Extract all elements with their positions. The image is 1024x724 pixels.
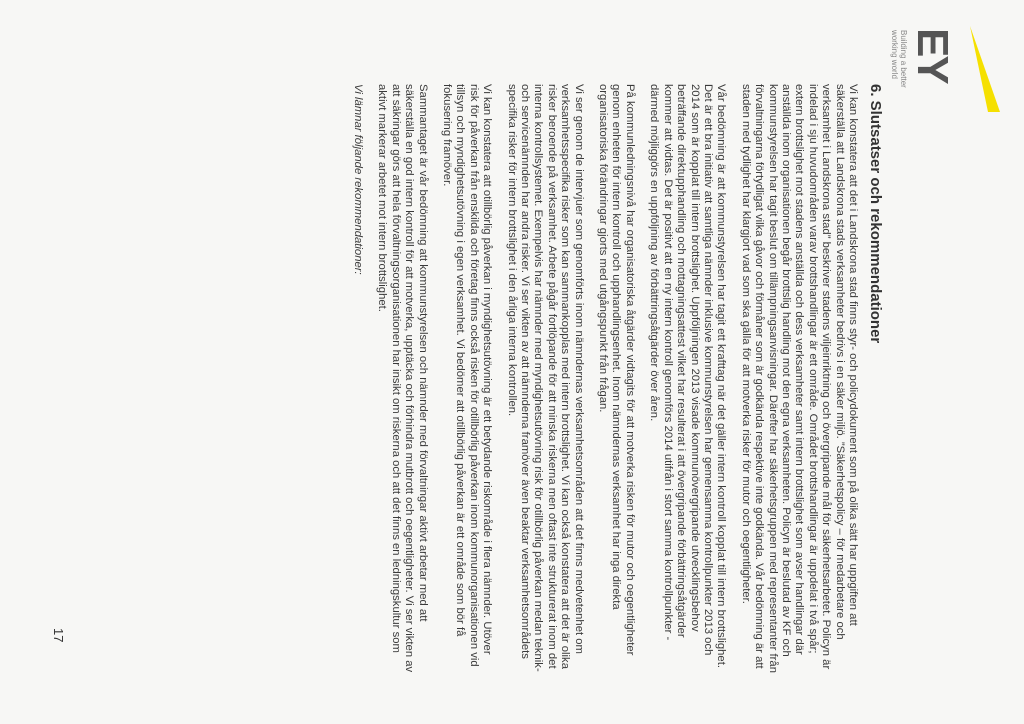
- logo-tagline-line2: working world: [890, 30, 899, 79]
- document-body: [340, 84, 884, 674]
- paragraph-6: Sammantaget är vår bedömning att kommunstyrelsen och nämnder med förvaltningar aktivt arbetar med att säkerställa en god intern kontroll för att motverka, upptäcka och förhindra mutbrott och oegentligheter. Vi ser vikten av att säkringar görs att hela förvaltningsorganisationen har insikt om riskerna och att det finns en ledningskultur som aktivt markerar arbetet mot intern brottslighet.: [376, 84, 429, 673]
- page-number: 17: [51, 628, 66, 643]
- paragraph-3: På kommunledningsnivå har organisatoriska åtgärder vidtagits för att motverka risken för mutor och oegentligheter genom enheten för intern kontroll och upphandlingsenhet. Inom nämndernas verksamhet har inga direkta organisatoriska förändringar gjorts med utgångspunkt från frågan.: [597, 84, 636, 656]
- paragraph-1: Vi kan konstatera att det i Landskrona stad finns styr- och policydokument som på olika sätt har uppgiften att säkerställa att Landskrona stads verksamheter bedrivs i en säker miljö. ”Säkerhetspolicy – för medarbetare och verksamhet i Landskrona stad” beskriver stadens viljeinriktning och övergripande mål för säkerhetsarbetet. Policyn är indelad i sju huvudområden varav brottshandlingar är ett område. Området brottshandlingar är uppdelat i två spår; extern brottslighet mot stadens anställda och dess verksamheter samt intern brottslighet som avser handlingar där anställda inom organisationen begår brottslig handling mot den egna verksamheten. Policyn är beslutad av KF och kommunstyrelsen har tagit beslut om tillämpningsanvisningar. Därefter har säkerhetsgruppen med representanter från förvaltningarna förtydligat vilka gåvor och förmåner som är godkända respektive inte godkända. Vår bedömning är att staden med tydlighet har klargjort vad som ska gälla för att motverka risker för mutor och oegentligheter.: [739, 84, 859, 673]
- paragraph-2: Vår bedömning är att kommunstyrelsen har tagit ett krafttag när det gäller intern kontroll kopplat till intern brottslighet. Det är ett bra initiativ att samtliga nämnder inklusive kommunstyrelsen har gemensamma kontrollpunkter 2013 och 2014 som är kopplat till intern brottslighet. Uppföljningen 2013 visade kommunövergripande utvecklingsbehov beträffande direktupphandling och mottagningsattest vilket har resulterat i att övergripande förbättringsåtgärder kommer att vidtas. Det är positivt att en ny intern kontroll genomförs 2014 utifrån i stort samma kontrollpunkter - därmed möjliggörs en uppföljning av förbättringsåtgärder över åren.: [648, 84, 728, 668]
- ey-logo: [884, 22, 1004, 112]
- logo-tagline-line1: Building a better: [899, 30, 908, 88]
- logo-accent-icon: [970, 26, 1000, 112]
- paragraph-4: Vi ser genom de intervjuer som genomförts inom nämndernas verksamhetsområden att det finns medvetenhet om verksamhetsspecifika risker som kan sammankopplas med intern brottslighet. Vi kan också konstatera att det är olika risker beroende på verksamhet. Arbete pågår fortlöpande för att minska riskerna men oftast inte strukturerat inom det interna kontrollsystemet. Exempelvis har nämnder med myndighetsutövning risk för otillbörlig påverkan medan teknik- och servicenämnden har andra risker. Vi ser vikten av att nämnderna framöver även beaktar verksamhetsområdets specifika risker för intern brottslighet i den årliga interna kontrollen.: [505, 84, 585, 672]
- recommendations-intro: Vi lämnar följande rekommendationer:: [352, 84, 364, 275]
- paragraph-5: Vi kan konstatera att otillbörlig påverkan i myndighetsutövning är ett betydande riskområde i flera nämnder. Utöver risk för påverkan från enskilda och företag finns också risken för otillbörlig påverkan inom kommunorganisationen vid tillsyn och myndighetsutövning i egen verksamhet. Vi bedömer att otillbörlig påverkan är ett område som bör få fokusering framöver.: [441, 84, 494, 667]
- logo-text: EY: [908, 28, 957, 83]
- logo-tagline: [890, 30, 908, 110]
- section-heading: 6. Slutsatser och rekommendationer: [867, 84, 884, 344]
